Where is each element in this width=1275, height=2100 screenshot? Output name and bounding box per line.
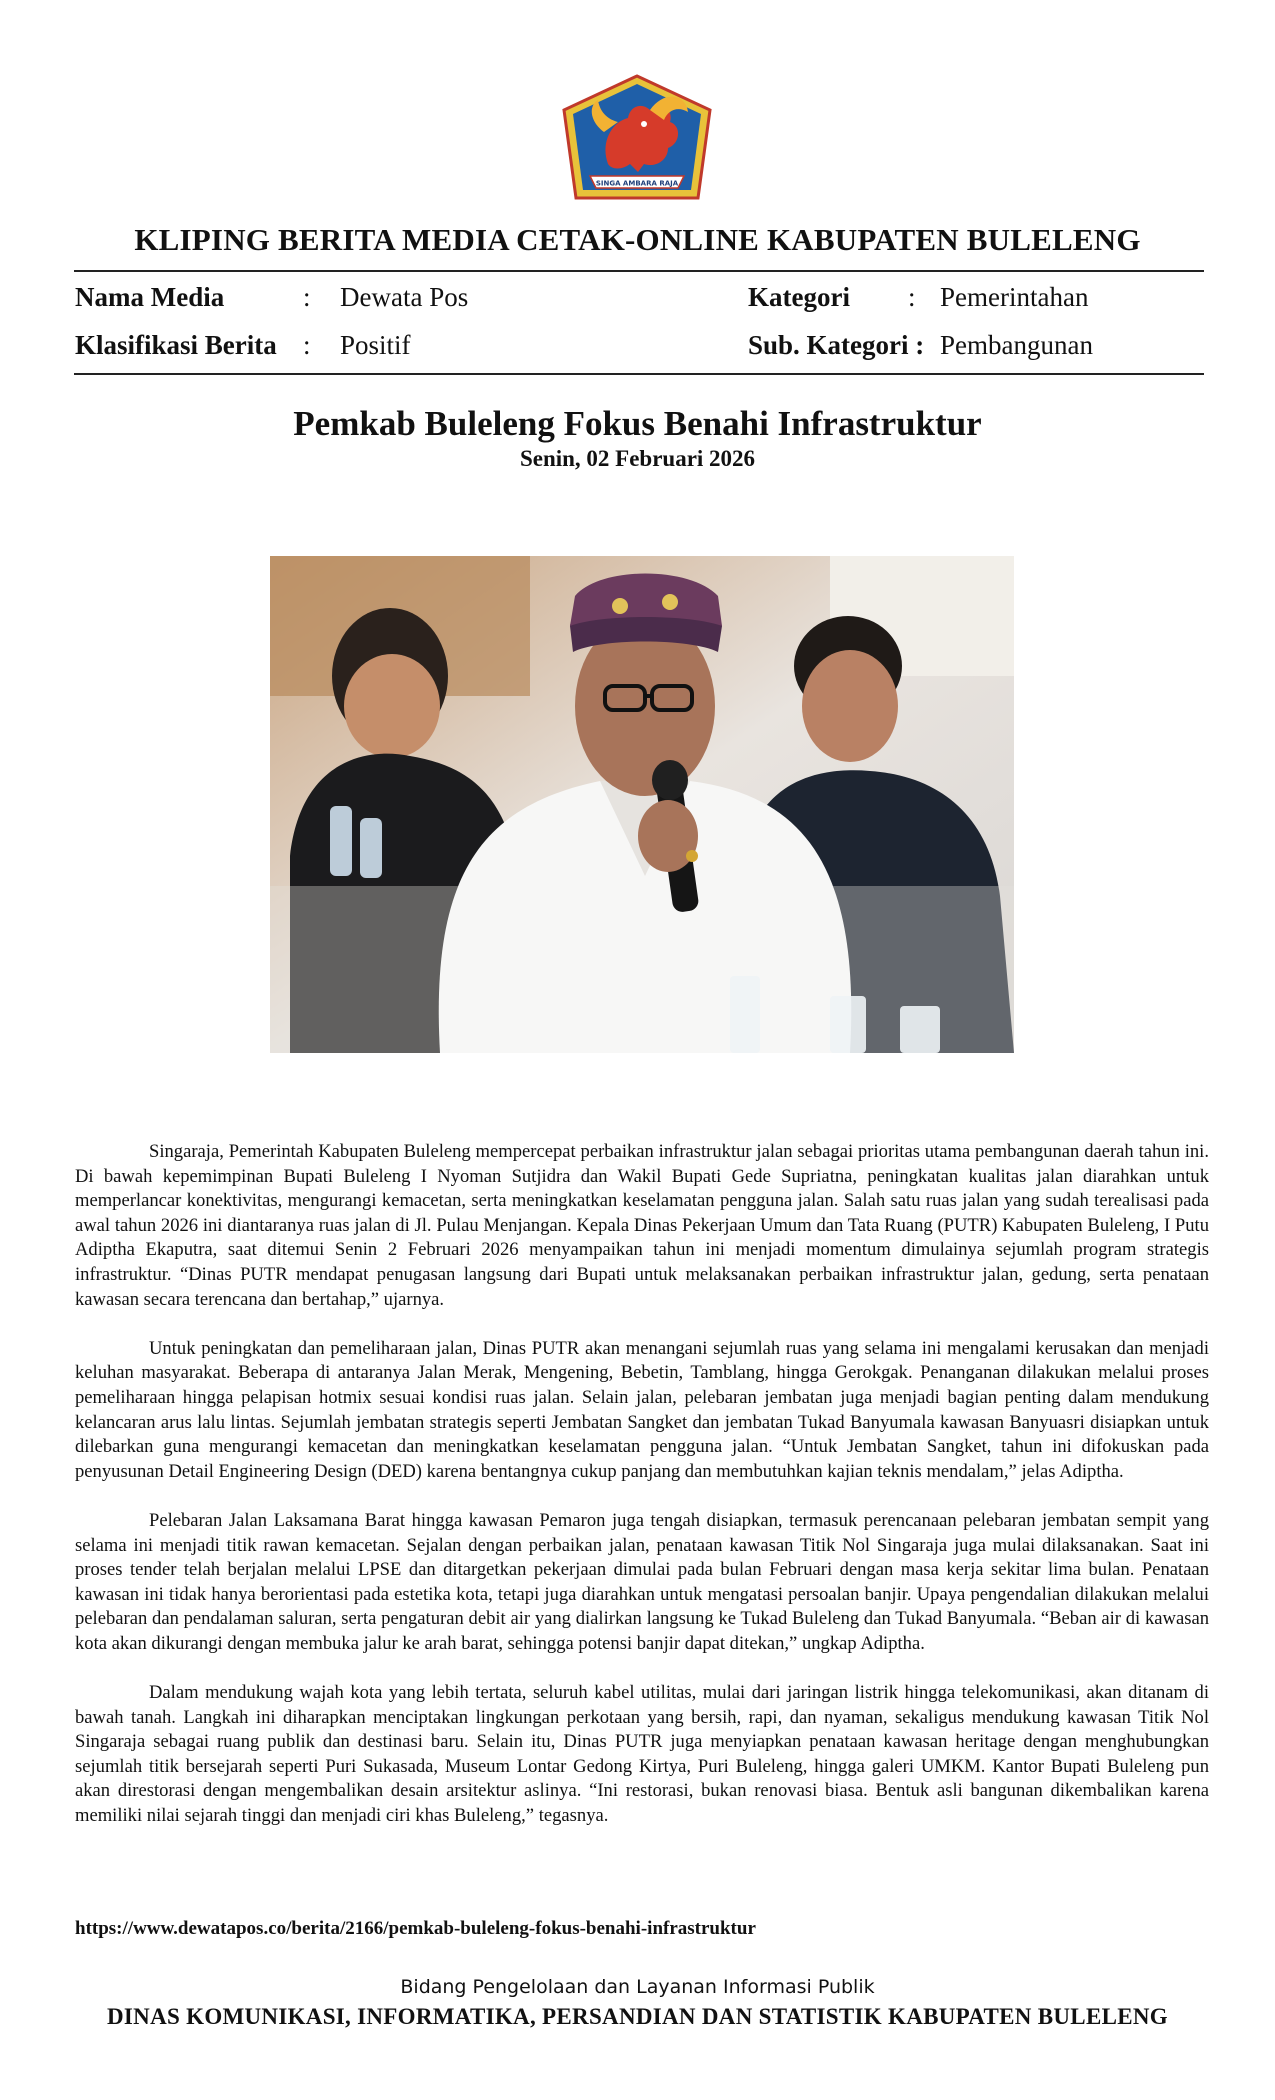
value-klasifikasi: Positif: [340, 330, 411, 360]
article-date: Senin, 02 Februari 2026: [519, 446, 756, 471]
document-title: KLIPING BERITA MEDIA CETAK-ONLINE KABUPATEN BULELENG: [134, 222, 1141, 257]
label-sub-kategori: Sub. Kategori :: [748, 330, 925, 360]
article-paragraph: Dalam mendukung wajah kota yang lebih tertata, seluruh kabel utilitas, mulai dari jaringan listrik hingga telekomunikasi, akan ditanam di bawah tanah. Langkah ini diharapkan menciptakan lingkungan perkotaan yang bersih, rapi, dan nyaman, sekaligus mendukung kawasan Titik Nol Singaraja sebagai ruang publik dan destinasi baru. Selain itu, Dinas PUTR juga menyiapkan penataan kawasan heritage dengan menghubungkan sejumlah titik bersejarah seperti Puri Sukasada, Museum Lontar Gedong Kirtya, Puri Buleleng, hingga galeri UMKM. Kantor Bupati Buleleng pun akan direstorasi dengan mengembalikan desain arsitektur aslinya. “Ini restorasi, bukan renovasi biasa. Bentuk asli bangunan dikembalikan karena memiliki nilai sejarah tinggi dan menjadi ciri khas Buleleng,” tegasnya.: [75, 1682, 1209, 1827]
label-kategori: Kategori: [748, 282, 850, 312]
emblem-motto: SINGA AMBARA RAJA: [595, 179, 679, 188]
article-paragraph: Singaraja, Pemerintah Kabupaten Buleleng mempercepat perbaikan infrastruktur jalan sebagai prioritas utama pembangunan daerah tahun ini. Di bawah kepemimpinan Bupati Buleleng I Nyoman Sutjidra dan Wakil Bupati Gede Supriatna, peningkatan kualitas jalan diarahkan untuk memperlancar konektivitas, mengurangi kemacetan, serta meningkatkan keselamatan pengguna jalan. Salah satu ruas jalan yang sudah terealisasi pada awal tahun 2026 ini diantaranya ruas jalan di Jl. Pulau Menjangan. Kepala Dinas Pekerjaan Umum dan Tata Ruang (PUTR) Kabupaten Buleleng, I Putu Adiptha Ekaputra, saat ditemui Senin 2 Februari 2026 menyampaikan tahun ini menjadi momentum dimulainya sejumlah program strategis infrastruktur. “Dinas PUTR mendapat penugasan langsung dari Bupati untuk melaksanakan perbaikan infrastruktur jalan, gedung, serta penataan kawasan secara terencana dan bertahap,” ujarnya.: [75, 1141, 1209, 1310]
article-body: [75, 1140, 1209, 1853]
article-paragraph: Pelebaran Jalan Laksamana Barat hingga kawasan Pemaron juga tengah disiapkan, termasuk perencanaan pelebaran jembatan sempit yang selama ini menjadi titik rawan kemacetan. Sejalan dengan perbaikan jalan, penataan kawasan Titik Nol Singaraja juga mulai dilaksanakan. Saat ini proses tender telah berjalan melalui LPSE dan ditargetkan pekerjaan dimulai pada bulan Februari dengan masa kerja sekitar lima bulan. Penataan kawasan ini tidak hanya berorientasi pada estetika kota, tetapi juga diarahkan untuk mengatasi persoalan banjir. Upaya pengendalian dilakukan melalui pelebaran dan pendalaman saluran, serta pengaturan debit air yang dialirkan langsung ke Tukad Buleleng dan Tukad Banyumala. “Beban air di kawasan kota akan dikurangi dengan membuka jalur ke arah barat, sehingga potensi banjir dapat ditekan,” ungkap Adiptha.: [75, 1509, 1209, 1654]
footer-agency: DINAS KOMUNIKASI, INFORMATIKA, PERSANDIAN DAN STATISTIK KABUPATEN BULELENG: [107, 2004, 1168, 2029]
label-klasifikasi: Klasifikasi Berita: [75, 330, 277, 360]
source-url: https://www.dewatapos.co/berita/2166/pemkab-buleleng-fokus-benahi-infrastruktur: [75, 1918, 756, 1939]
value-kategori: Pemerintahan: [940, 282, 1089, 312]
value-nama-media: Dewata Pos: [340, 282, 469, 312]
label-nama-media: Nama Media: [75, 282, 225, 312]
colon: :: [303, 282, 311, 312]
divider-bottom: [74, 373, 1204, 375]
article-photo: [270, 556, 1014, 1053]
footer-division: Bidang Pengelolaan dan Layanan Informasi Publik: [400, 1976, 875, 1998]
divider-top: [74, 270, 1204, 272]
singa-ambara-raja-emblem-icon: [560, 72, 714, 204]
colon: :: [303, 330, 311, 360]
article-title: Pemkab Buleleng Fokus Benahi Infrastruktur: [293, 404, 982, 443]
value-sub-kategori: Pembangunan: [940, 330, 1093, 360]
article-paragraph: Untuk peningkatan dan pemeliharaan jalan, Dinas PUTR akan menangani sejumlah ruas yang selama ini mengalami kerusakan dan menjadi keluhan masyarakat. Beberapa di antaranya Jalan Merak, Mengening, Bebetin, Tamblang, hingga Gerokgak. Penanganan dilakukan melalui proses pemeliharaan hingga pelapisan hotmix sesuai kondisi ruas jalan. Selain jalan, pelebaran jembatan juga menjadi bagian penting dalam mendukung kelancaran arus lalu lintas. Sejumlah jembatan strategis seperti Jembatan Sangket dan jembatan Tukad Banyumala kawasan Banyuasri disiapkan untuk dilebarkan guna mengurangi kemacetan dan meningkatkan keselamatan pengguna jalan. “Untuk Jembatan Sangket, tahun ini difokuskan pada penyusunan Detail Engineering Design (DED) karena bentangnya cukup panjang dan membutuhkan kajian teknis mendalam,” jelas Adiptha.: [75, 1337, 1209, 1482]
colon: :: [908, 282, 916, 312]
